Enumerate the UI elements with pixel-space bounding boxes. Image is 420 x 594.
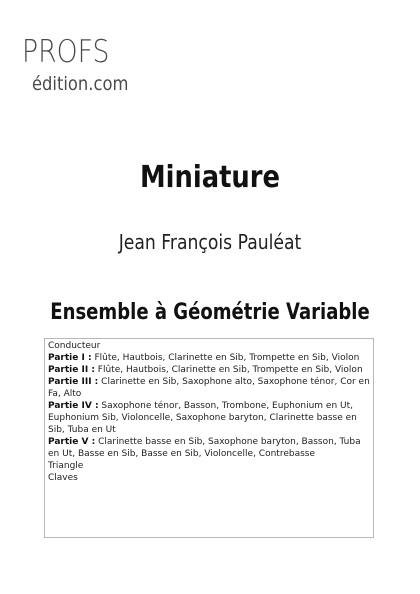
extra-claves-line: Claves [48,473,78,483]
part-3-instruments: Clarinette en Sib, Saxophone alto, Saxophone ténor, Cor en Fa, Alto [48,377,370,399]
part-4-line [48,400,370,436]
part-5-label: Partie V : [48,437,96,447]
instrumentation-box [44,338,374,538]
part-4-label: Partie IV : [48,401,99,411]
ensemble-type: Ensemble à Géométrie Variable [50,300,370,325]
part-1-line [48,352,370,364]
part-3-line [48,376,370,400]
part-1-label: Partie I : [48,353,92,363]
piece-title: Miniature [139,160,281,195]
part-2-instruments: Flûte, Hautbois, Clarinette en Sib, Trompette en Sib, Violon [97,365,363,375]
logo-brand-text: PROFS [22,34,110,70]
part-5-line [48,436,370,460]
composer-name: Jean François Pauléat [118,230,302,254]
logo-sub-text: édition.com [32,73,129,95]
part-3-label: Partie III : [48,377,99,387]
part-4-instruments: Saxophone ténor, Basson, Trombone, Euphonium en Ut, Euphonium Sib, Violoncelle, Saxophone baryton, Clarinette basse en Sib, Tuba en Ut [48,401,357,435]
part-2-line [48,364,370,376]
extra-triangle-line: Triangle [48,461,84,471]
part-1-instruments: Flûte, Hautbois, Clarinette en Sib, Trompette en Sib, Violon [94,353,360,363]
part-2-label: Partie II : [48,365,95,375]
part-5-instruments: Clarinette basse en Sib, Saxophone baryton, Basson, Tuba en Ut, Basse en Sib, Basse en Sib, Violoncelle, Contrebasse [48,437,361,459]
conducteur-line: Conducteur [48,341,101,351]
publisher-logo [22,36,162,98]
